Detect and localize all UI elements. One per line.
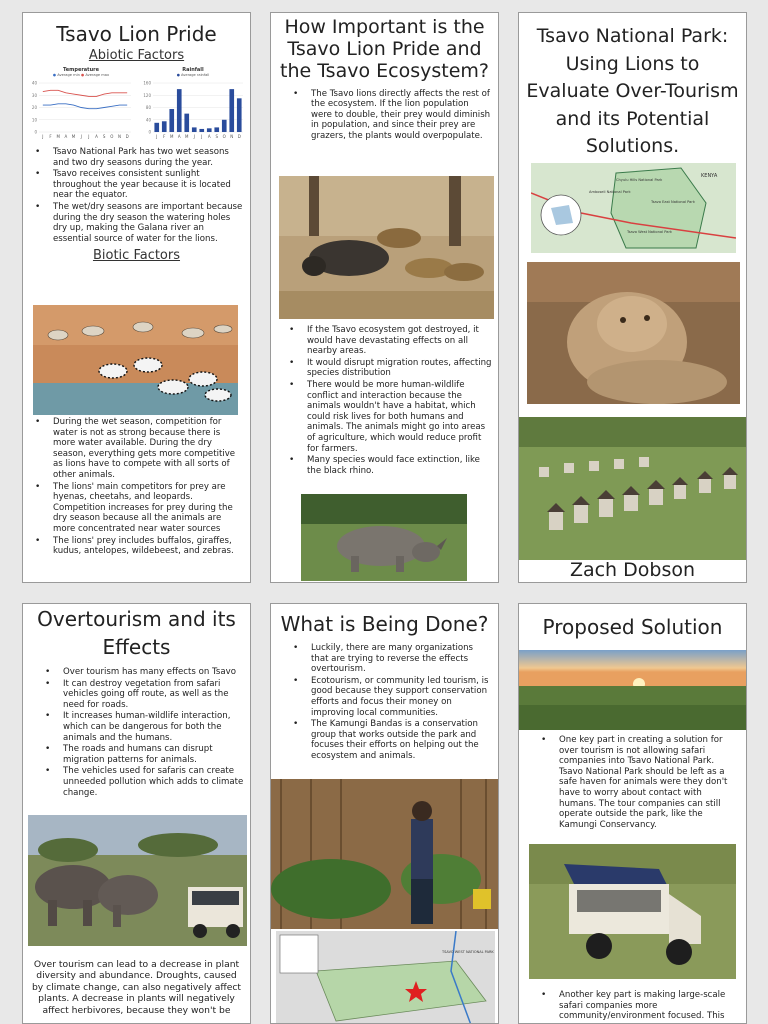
x-tick-label: A	[95, 134, 98, 139]
x-tick-label: S	[215, 134, 219, 139]
solution-list-bottom	[519, 990, 746, 1023]
rainfall-bar	[214, 127, 219, 132]
biotic-heading: Biotic Factors	[92, 248, 181, 264]
temperature-legend: ● Average min ● Average max	[52, 73, 110, 77]
x-tick-label: F	[49, 134, 52, 139]
y-tick-label: 0	[148, 129, 151, 135]
list-item: • The Tsavo lions directly affects the rest of the ecosystem. If the lion population were to double, their prey would diminish in population, and since their prey are grazers, the plants would overpopulate.	[311, 89, 492, 142]
list-item: • Over tourism has many effects on Tsavo	[63, 667, 244, 678]
rainfall-bar	[207, 128, 212, 132]
legend-avg-max: Average max	[85, 73, 110, 77]
rainfall-legend: ● Average rainfall	[176, 73, 210, 77]
panel-title: Proposed Solution	[542, 615, 723, 639]
y-tick-label: 40	[31, 81, 37, 86]
rainfall-chart-title: Rainfall	[182, 67, 204, 73]
overtourism-paragraph: Over tourism can lead to a decrease in plant diversity and abundance. Droughts, caused by climate change, can also negatively affect plants. A decrease in plants will negatively affect herbivores, because they won't be	[31, 959, 242, 1016]
panel-overtourism	[22, 603, 251, 1024]
list-item: • It increases human-wildlife interaction, which can be dangerous for both the animals and the humans.	[63, 711, 244, 743]
x-tick-label: J	[201, 134, 203, 139]
community-garden-photo	[271, 779, 499, 929]
list-item: • Tsavo receives consistent sunlight throughout the year because it is located near the equator.	[53, 169, 244, 201]
y-tick-label: 40	[145, 117, 151, 123]
kamungi-map	[276, 931, 495, 1024]
list-item: • The roads and humans can disrupt migration patterns for animals.	[63, 744, 244, 765]
hyenas-buffalo-photo	[279, 176, 494, 319]
map-label-tsavo-east: Tsavo East National Park	[651, 200, 695, 204]
rainfall-bar	[222, 120, 227, 132]
x-tick-label: D	[125, 134, 129, 139]
x-tick-label: D	[237, 134, 241, 139]
y-tick-label: 20	[31, 105, 37, 110]
savanna-sunset-photo	[519, 650, 747, 730]
series-line-avg-min	[43, 104, 127, 109]
rainfall-bar	[162, 121, 167, 132]
rainfall-bar	[192, 127, 197, 132]
list-item: • Luckily, there are many organizations that are trying to reverse the effects overtourism.	[311, 643, 492, 675]
list-item: • There would be more human-wildlife conflict and interaction because the animals wouldn't have a habitat, which could risk lives for both humans and animals. The animals might go into areas of agriculture, which would reduce profit for farmers.	[307, 380, 492, 454]
map-label-kenya: KENYA	[701, 173, 718, 179]
x-tick-label: S	[102, 134, 106, 139]
list-item: • The vehicles used for safaris can create unneeded pollution which adds to climate change.	[63, 766, 244, 798]
temperature-chart	[29, 67, 133, 141]
rainfall-bar	[177, 89, 182, 132]
x-tick-label: M	[71, 134, 76, 139]
elephants-safari-photo	[28, 815, 247, 946]
x-tick-label: N	[230, 134, 234, 139]
rainfall-bar	[154, 123, 159, 132]
y-tick-label: 160	[143, 81, 151, 86]
x-tick-label: O	[110, 134, 114, 139]
climate-charts	[29, 67, 244, 141]
x-tick-label: N	[118, 134, 121, 139]
series-line-avg-max	[43, 90, 127, 96]
legend-avg-rainfall: Average rainfall	[180, 73, 210, 77]
y-tick-label: 0	[34, 129, 37, 135]
rainfall-bar	[169, 109, 174, 132]
map-label-park: TSAVO WEST NATIONAL PARK	[442, 950, 494, 954]
y-tick-label: 80	[145, 105, 151, 110]
rainfall-bar	[199, 129, 204, 132]
rainfall-chart	[141, 67, 245, 141]
list-item: • During the wet season, competition for water is not as strong because there is more water available. During the dry season, everything gets more competitive as lions have to compete with all sorts of other animals.	[53, 417, 244, 481]
panel-what-is-being-done	[270, 603, 499, 1024]
zebra-waterhole-photo	[33, 305, 238, 415]
panel-cover	[518, 12, 747, 583]
list-item: • One key part in creating a solution for over tourism is not allowing safari companies into Tsavo National Park. Tsavo National Park should be left as a safe haven for animals were they don't have to worry about contact with humans. The tour companies can still operate outside the park, like the Kamungi Conservancy.	[559, 735, 740, 830]
map-label-chyulu: Chyulu Hills National Park	[616, 178, 663, 182]
lodge-photo	[519, 417, 747, 560]
list-item: • Many species would face extinction, like the black rhino.	[307, 455, 492, 476]
lion-photo	[527, 262, 740, 404]
importance-list-mid	[271, 325, 498, 477]
x-tick-label: O	[222, 134, 226, 139]
list-item: • Another key part is making large-scale safari companies more community/environment focused. This	[559, 990, 740, 1022]
panel-title: Tsavo National Park: Using Lions to Evaluate Over-Tourism and its Potential Solutions.	[526, 25, 739, 157]
panel-tsavo-lion-pride	[22, 12, 251, 583]
panel-proposed-solution	[518, 603, 747, 1024]
list-item: • The wet/dry seasons are important because during the dry season the watering holes dry up, making the Galana river an essential source of water for the lions.	[53, 202, 244, 244]
x-tick-label: M	[170, 134, 174, 139]
list-item: • It can destroy vegetation from safari vehicles going off route, as well as the need for roads.	[63, 679, 244, 711]
panel-importance	[270, 12, 499, 583]
list-item: • The Kamungi Bandas is a conservation group that works outside the park and focuses their efforts on helping out the ecosystem and animals.	[311, 719, 492, 761]
temperature-plot	[29, 81, 133, 139]
list-item: • Ecotourism, or community led tourism, is good because they support conservation efforts and focus their money on improving local communities.	[311, 676, 492, 718]
abiotic-heading: Abiotic Factors	[88, 48, 185, 63]
rainfall-bar	[229, 89, 234, 132]
overtourism-list	[23, 667, 250, 798]
panel-title: Tsavo Lion Pride	[56, 22, 217, 46]
x-tick-label: M	[56, 134, 60, 139]
rainfall-bar	[184, 114, 189, 132]
author-name: Zach Dobson	[569, 559, 696, 581]
being-done-list	[271, 643, 498, 762]
biotic-list	[23, 417, 250, 558]
y-tick-label: 30	[31, 92, 37, 98]
rainfall-plot	[141, 81, 245, 139]
list-item: • The lions' main competitors for prey are hyenas, cheetahs, and leopards. Competition increases for prey during the dry season because all the animals are more concentrated near water sources	[53, 482, 244, 535]
panel-title: What is Being Done?	[280, 612, 489, 636]
map-label-amboseli: Amboseli National Park	[589, 190, 631, 194]
x-tick-label: J	[42, 134, 44, 139]
y-tick-label: 10	[31, 117, 37, 123]
solution-list-top	[519, 735, 746, 831]
x-tick-label: J	[193, 134, 195, 139]
x-tick-label: J	[156, 134, 158, 139]
tsavo-map	[531, 163, 736, 253]
y-tick-label: 120	[143, 92, 151, 98]
x-tick-label: A	[207, 134, 211, 139]
x-tick-label: A	[64, 134, 68, 139]
list-item: • The lions' prey includes buffalos, giraffes, kudus, antelopes, wildebeest, and zebras.	[53, 536, 244, 557]
x-tick-label: F	[163, 134, 166, 139]
x-tick-label: J	[88, 134, 90, 139]
map-label-tsavo-west: Tsavo West National Park	[627, 230, 673, 234]
list-item: • If the Tsavo ecosystem got destroyed, it would have devastating effects on all nearby areas.	[307, 325, 492, 357]
list-item: • It would disrupt migration routes, affecting species distribution	[307, 358, 492, 379]
panel-title: How Important is the Tsavo Lion Pride and the Tsavo Ecosystem?	[280, 16, 489, 82]
legend-avg-min: Average min	[57, 73, 80, 77]
panel-title: Overtourism and its Effects	[37, 607, 236, 659]
x-tick-label: J	[80, 134, 82, 139]
solar-safari-vehicle-photo	[529, 844, 736, 979]
temperature-chart-title: Temperature	[63, 67, 99, 73]
rainfall-bar	[237, 98, 242, 132]
black-rhino-photo	[301, 494, 467, 581]
abiotic-list	[23, 147, 250, 244]
x-tick-label: A	[177, 134, 181, 139]
x-tick-label: M	[185, 134, 189, 139]
importance-list-top	[271, 89, 498, 142]
list-item: • Tsavo National Park has two wet seasons and two dry seasons during the year.	[53, 147, 244, 168]
